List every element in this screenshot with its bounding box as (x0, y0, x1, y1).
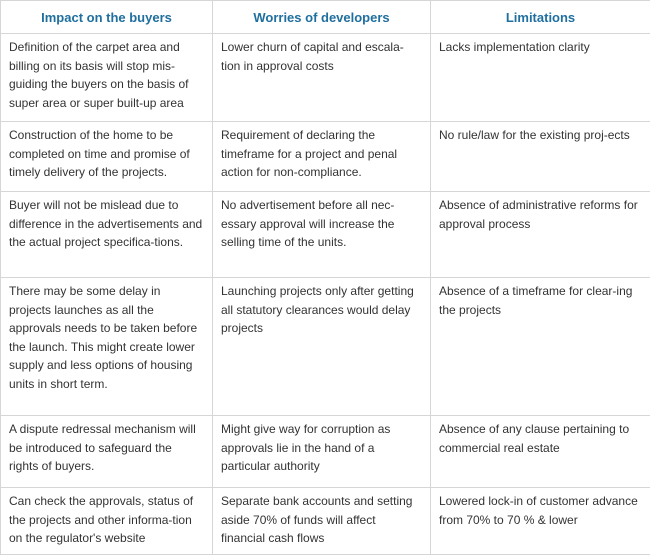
header-worries-of-developers: Worries of developers (213, 1, 431, 34)
table-cell: Lowered lock-in of customer advance from 70% to 70 % & lower (431, 488, 650, 555)
table-row (1, 278, 650, 416)
table-cell: Requirement of declaring the timeframe for a project and penal action for non-compliance. (213, 122, 431, 192)
table-row (1, 416, 650, 488)
table-cell: Can check the approvals, status of the projects and other informa-tion on the regulator's website (1, 488, 213, 555)
table-cell: Absence of any clause pertaining to commercial real estate (431, 416, 650, 488)
header-limitations: Limitations (431, 1, 650, 34)
table-cell: There may be some delay in projects launches as all the approvals needs to be taken before the launch. This might create lower supply and less options of housing units in short term. (1, 278, 213, 416)
table-cell: Construction of the home to be completed on time and promise of timely delivery of the projects. (1, 122, 213, 192)
table-cell: No rule/law for the existing proj-ects (431, 122, 650, 192)
table-row (1, 34, 650, 122)
table-cell: A dispute redressal mechanism will be introduced to safeguard the rights of buyers. (1, 416, 213, 488)
table-cell: Separate bank accounts and setting aside 70% of funds will affect financial cash flows (213, 488, 431, 555)
table-row (1, 488, 650, 555)
header-row (1, 1, 650, 34)
table-cell: Buyer will not be mislead due to difference in the advertisements and the actual project specifica-tions. (1, 192, 213, 278)
table-cell: Might give way for corruption as approvals lie in the hand of a particular authority (213, 416, 431, 488)
table-cell: Definition of the carpet area and billing on its basis will stop mis-guiding the buyers on the basis of super area or super built-up area (1, 34, 213, 122)
table-cell: Absence of a timeframe for clear-ing the projects (431, 278, 650, 416)
table-row (1, 192, 650, 278)
table-cell: Launching projects only after getting all statutory clearances would delay projects (213, 278, 431, 416)
table-cell: No advertisement before all nec-essary approval will increase the selling time of the units. (213, 192, 431, 278)
table-row (1, 122, 650, 192)
header-impact-on-buyers: Impact on the buyers (1, 1, 213, 34)
table-cell: Absence of administrative reforms for approval process (431, 192, 650, 278)
table-cell: Lower churn of capital and escala-tion in approval costs (213, 34, 431, 122)
table-cell: Lacks implementation clarity (431, 34, 650, 122)
